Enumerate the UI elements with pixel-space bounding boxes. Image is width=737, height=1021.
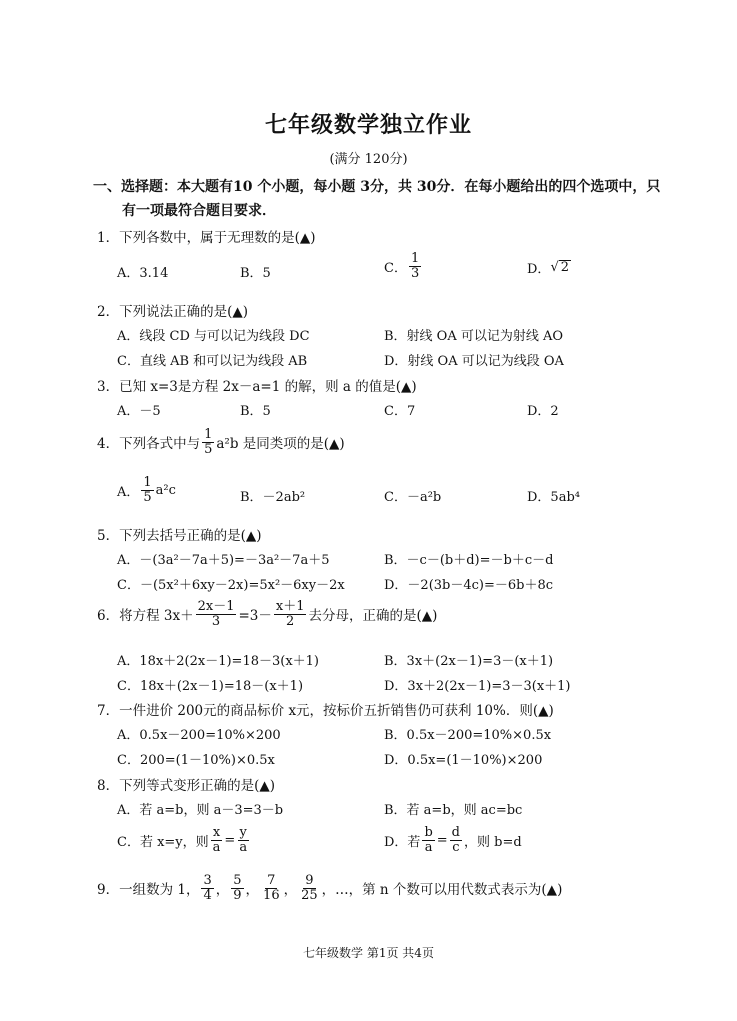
question-1-option-d xyxy=(527,258,571,277)
question-4-stem xyxy=(97,428,345,456)
fraction xyxy=(261,874,282,902)
numerator: 3 xyxy=(203,873,212,888)
stem-text: =3－ xyxy=(238,608,272,625)
question-5-option-d: D．－2(3b－4c)=－6b＋8c xyxy=(384,578,554,593)
question-3-stem: 3．已知 x=3是方程 2x－a=1 的解，则 a 的值是(▲) xyxy=(97,379,417,395)
denominator: a xyxy=(239,839,248,855)
fraction xyxy=(211,826,223,854)
question-6-option-a: A．18x＋2(2x－1)=18－3(x＋1) xyxy=(117,654,320,669)
numerator: 9 xyxy=(305,873,314,888)
question-7-option-d: D．0.5x=(1－10%)×200 xyxy=(384,753,543,768)
question-2-option-c: C．直线 AB 和可以记为线段 AB xyxy=(117,354,308,369)
fraction xyxy=(274,600,307,628)
numerator: x＋1 xyxy=(275,599,305,614)
question-8-stem: 8．下列等式变形正确的是(▲) xyxy=(97,778,276,794)
denominator: 4 xyxy=(203,887,212,903)
fraction xyxy=(409,252,421,280)
question-5-option-c: C．－(5x²＋6xy－2x)=5x²－6xy－2x xyxy=(117,578,345,593)
question-1-option-b: B．5 xyxy=(240,266,271,281)
option-text: ，则 b=d xyxy=(464,834,522,850)
question-3-option-d: D．2 xyxy=(527,404,559,419)
fraction xyxy=(202,428,214,456)
question-6-option-b: B．3x＋(2x－1)=3－(x＋1) xyxy=(384,654,554,669)
question-1-option-c xyxy=(384,252,423,280)
radical-sign-icon: √ xyxy=(550,260,559,276)
numerator: 7 xyxy=(267,873,276,888)
section-heading-line1: 一、选择题：本大题有10 个小题，每小题 3分，共 30分．在每小题给出的四个选项中，只 xyxy=(93,179,661,195)
stem-text: ，…，第 n 个数可以用代数式表示为(▲) xyxy=(321,882,563,899)
numerator: 1 xyxy=(143,475,152,490)
question-2-option-b: B．射线 OA 可以记为射线 AO xyxy=(384,329,564,344)
question-1-option-a: A．3.14 xyxy=(117,266,169,281)
equals-sign: = xyxy=(224,832,236,848)
question-2-option-d: D．射线 OA 可以记为线段 OA xyxy=(384,354,564,369)
question-8-option-a: A．若 a=b，则 a－3=3－b xyxy=(117,803,284,818)
stem-text: 9．一组数为 1， xyxy=(97,882,200,899)
stem-text: 去分母，正确的是(▲) xyxy=(308,608,438,625)
question-5-option-a: A．－(3a²－7a＋5)=－3a²－7a＋5 xyxy=(117,553,330,568)
question-4-option-d: D．5ab⁴ xyxy=(527,490,580,505)
denominator: 25 xyxy=(301,887,318,903)
question-6-option-c: C．18x＋(2x－1)=18－(x＋1) xyxy=(117,679,304,694)
denominator: 3 xyxy=(410,265,420,281)
question-3-option-b: B．5 xyxy=(240,404,271,419)
section-heading-line2: 有一项最符合题目要求． xyxy=(122,203,276,219)
question-6-option-d: D．3x＋2(2x－1)=3－3(x＋1) xyxy=(384,679,571,694)
numerator: 1 xyxy=(204,427,213,442)
question-2-stem: 2．下列说法正确的是(▲) xyxy=(97,304,249,320)
question-4-option-b: B．－2ab² xyxy=(240,490,306,505)
stem-text: a²b 是同类项的是(▲) xyxy=(216,436,345,453)
question-4-option-a xyxy=(117,476,176,504)
question-3-option-a: A．－5 xyxy=(117,404,161,419)
denominator: c xyxy=(452,839,460,855)
question-4-option-c: C．－a²b xyxy=(384,490,442,505)
numerator: 5 xyxy=(233,873,242,888)
question-6-stem xyxy=(97,600,437,628)
option-text: D．若 xyxy=(384,834,421,850)
fraction xyxy=(201,874,213,902)
question-1-stem: 1．下列各数中，属于无理数的是(▲) xyxy=(97,230,316,246)
question-9-stem xyxy=(97,874,562,902)
question-2-option-a: A．线段 CD 与可以记为线段 DC xyxy=(117,329,310,344)
denominator: 5 xyxy=(143,489,152,505)
option-label: D． xyxy=(527,262,551,277)
denominator: 2 xyxy=(286,613,295,629)
numerator: b xyxy=(424,825,433,840)
option-text: a²c xyxy=(155,482,176,498)
option-label: A． xyxy=(117,484,140,500)
denominator: a xyxy=(424,839,433,855)
separator: ， xyxy=(283,882,298,899)
question-8-option-b: B．若 a=b，则 ac=bc xyxy=(384,803,523,818)
numerator: x xyxy=(212,825,221,840)
fraction xyxy=(422,826,434,854)
square-root xyxy=(550,260,571,275)
stem-text: 6．将方程 3x＋ xyxy=(97,608,194,625)
page-title: 七年级数学独立作业 xyxy=(264,112,472,138)
question-8-option-d xyxy=(384,826,522,854)
numerator: y xyxy=(239,825,247,840)
fraction xyxy=(299,874,320,902)
denominator: 16 xyxy=(263,887,280,903)
numerator: 1 xyxy=(410,251,420,266)
question-8-option-c xyxy=(117,826,251,854)
option-label: C． xyxy=(384,260,407,276)
denominator: 5 xyxy=(204,441,213,457)
separator: ， xyxy=(245,882,260,899)
option-text: C．若 x=y，则 xyxy=(117,834,209,850)
fraction xyxy=(237,826,249,854)
question-5-option-b: B．－c－(b＋d)=－b＋c－d xyxy=(384,553,554,568)
question-7-option-b: B．0.5x－200=10%×0.5x xyxy=(384,728,552,743)
fraction xyxy=(450,826,462,854)
numerator: d xyxy=(451,825,460,840)
question-3-option-c: C．7 xyxy=(384,404,416,419)
full-score-note: (满分 120分) xyxy=(329,152,408,167)
radicand: 2 xyxy=(560,259,570,275)
separator: ， xyxy=(215,882,230,899)
fraction xyxy=(196,600,237,628)
question-7-stem: 7．一件进价 200元的商品标价 x元，按标价五折销售仍可获利 10%．则(▲) xyxy=(97,703,554,719)
numerator: 2x－1 xyxy=(197,599,235,614)
question-7-option-a: A．0.5x－200=10%×200 xyxy=(117,728,281,743)
fraction xyxy=(141,476,153,504)
stem-text: 4．下列各式中与 xyxy=(97,436,201,453)
page-footer: 七年级数学 第1页 共4页 xyxy=(303,946,434,960)
question-7-option-c: C．200=(1－10%)×0.5x xyxy=(117,753,275,768)
equals-sign: = xyxy=(436,832,448,848)
question-5-stem: 5．下列去括号正确的是(▲) xyxy=(97,528,262,544)
denominator: 9 xyxy=(233,887,242,903)
fraction xyxy=(231,874,243,902)
denominator: a xyxy=(212,839,221,855)
denominator: 3 xyxy=(211,613,221,629)
